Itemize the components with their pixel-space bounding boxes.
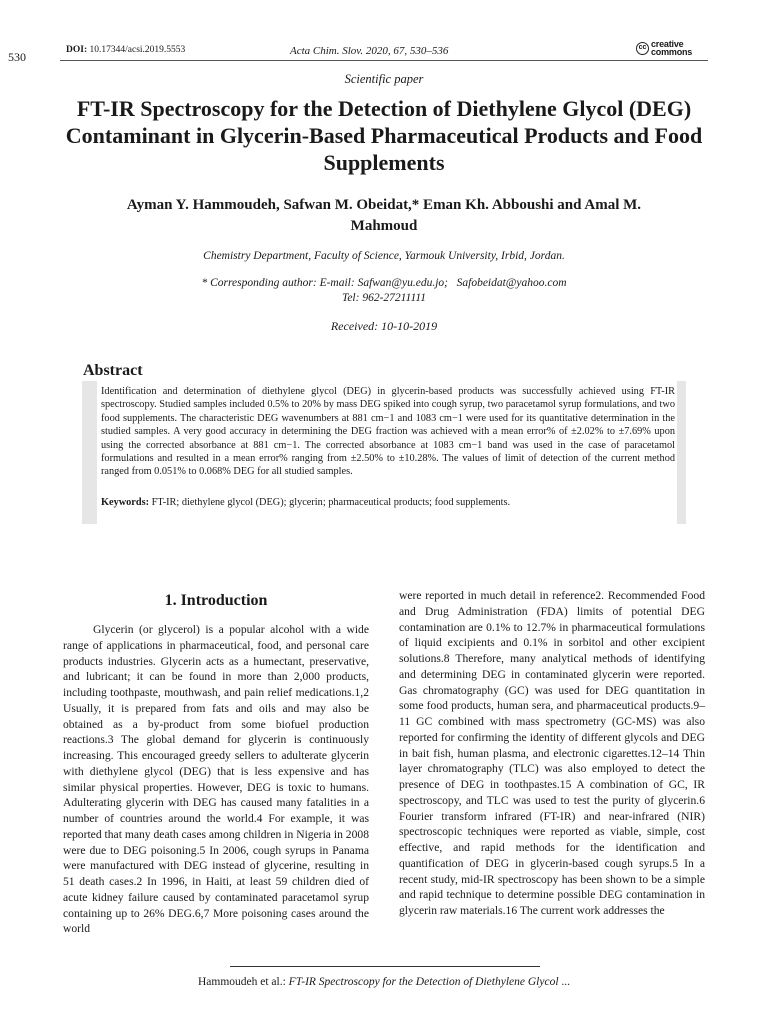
cc-logo-text: creative commons — [651, 39, 693, 57]
footer-ellipsis: ... — [561, 976, 571, 988]
doi-value: 10.17344/acsi.2019.5553 — [89, 45, 186, 55]
journal-reference: Acta Chim. Slov. 2020, 67, 530–536 — [290, 45, 449, 57]
page-number: 530 — [8, 50, 26, 64]
section-heading-introduction: 1. Introduction — [164, 592, 268, 609]
paper-type: Scientific paper — [344, 72, 424, 86]
header-divider — [60, 60, 708, 61]
keywords — [101, 497, 675, 508]
corresponding-email: * Corresponding author: E-mail: Safwan@yu.edu.jo; Safobeidat@yahoo.com — [201, 277, 567, 289]
cc-icon: cc — [636, 42, 649, 55]
footer-authors: Hammoudeh et al.: — [197, 976, 286, 988]
affiliation: Chemistry Department, Faculty of Science, Yarmouk University, Irbid, Jordan. — [203, 250, 565, 262]
doi-label: DOI: — [66, 45, 88, 55]
abstract-box — [97, 381, 677, 524]
creative-commons-logo[interactable] — [636, 40, 706, 58]
body-column-left: Glycerin (or glycerol) is a popular alcohol with a wide range of applications in pharmaceutical, food, and personal care products industries. Glycerin acts as a humectant, preservative, and lubricant; it can be found in more than 2,000 products, including toothpaste, mouthwash, and pain relief medications.1,2 Usually, it is prepared from fats and oils and may also be obtained as a by-product from some biofuel production reactions.3 The global demand for glycerin is continuously increasing. This encouraged greedy sellers to adulterate glycerin with diethylene glycol (DEG) that is less expensive and has similar physical properties. However, DEG is toxic to humans. Adulterating glycerin with DEG has caused many fatalities in a number of countries around the world.4 For example, it was reported that many death cases among children in Nigeria in 2008 were due to DEG poisoning.5 In 2006, cough syrups in Panama were manufactured with DEG instead of glycerine, resulting in 51 death cases.2 In 1996, in Haiti, at least 59 children died of acute kidney failure caused by contaminated paracetamol syrup containing up to 26% DEG.6,7 More poisoning cases around the world — [63, 623, 369, 936]
corresponding-author — [0, 276, 768, 306]
body-column-right: were reported in much detail in reference2. Recommended Food and Drug Administration (FDA) limits of potential DEG contamination are 0.1% to 12.7% in pharmaceutical formulations of liquid excipients and 0.1% in sorbitol and other excipient solutions.8 Therefore, many analytical methods of identifying and determining DEG in contaminated glycerin were reported. Gas chromatography (GC) was used for DEG quantitation in some food products, human sera, and pharmaceutical products.9–11 GC combined with mass spectrometry (GC-MS) was also reported for confirming the identity of different glycols and DEG in bait fish, human plasma, and electronic cigarettes.12–14 Thin layer chromatography (TLC) was also employed to detect the presence of DEG in toothpastes.15 A combination of GC, IR spectroscopy, and TLC was used to test the purity of glycerin.6 Fourier transform infrared (FT-IR) and near-infrared (NIR) spectroscopic techniques were reported as viable, simple, cost effective, and rapid methods for the identification and quantification of DEG in glycerin-based cough syrups.5 In a recent study, mid-IR spectroscopy has been shown to be a simple and rapid technique to determine possible DEG contamination in glycerin raw materials.16 The current work addresses the — [399, 589, 705, 917]
keywords-label: Keywords: — [101, 496, 150, 508]
abstract-heading: Abstract — [83, 362, 143, 379]
keywords-list: FT-IR; diethylene glycol (DEG); glycerin; pharmaceutical products; food supplements. — [151, 496, 511, 508]
running-footer — [0, 976, 768, 988]
footer-divider — [230, 966, 540, 967]
authors: Ayman Y. Hammoudeh, Safwan M. Obeidat,* Eman Kh. Abboushi and Amal M. Mahmoud — [126, 197, 642, 234]
doi[interactable] — [66, 45, 185, 55]
corresponding-phone: Tel: 962-27211111 — [341, 292, 426, 304]
paper-title: FT-IR Spectroscopy for the Detection of Diethylene Glycol (DEG) Contaminant in Glycerin-Based Pharmaceutical Products and Food Supplements — [65, 96, 703, 175]
footer-title: FT-IR Spectroscopy for the Detection of Diethylene Glycol — [288, 976, 559, 988]
received-date: Received: 10-10-2019 — [330, 319, 438, 333]
abstract-text: Identification and determination of diethylene glycol (DEG) in glycerin-based products was successfully achieved using FT-IR spectroscopy. Studied samples included 0.5% to 20% by mass DEG spiked into cough syrup, two paracetamol syrup formulations, and two food supplements. The characteristic DEG wavenumbers at 881 cm−1 and 1083 cm−1 were used for its quantitative determination in the studied samples. A very good accuracy in determining the DEG fraction was achieved with a mean error% of ±2.02% to ±7.69% upon using the corrected absorbance at 881 cm−1. The corrected absorbance at 1083 cm−1 band was used in the case of paracetamol formulations and resulted in a mean error% ranging from ±2.50% to ±10.28%. The values of limit of detection of the current method ranged from 0.051% to 0.068% DEG for all studied samples. — [101, 386, 675, 478]
